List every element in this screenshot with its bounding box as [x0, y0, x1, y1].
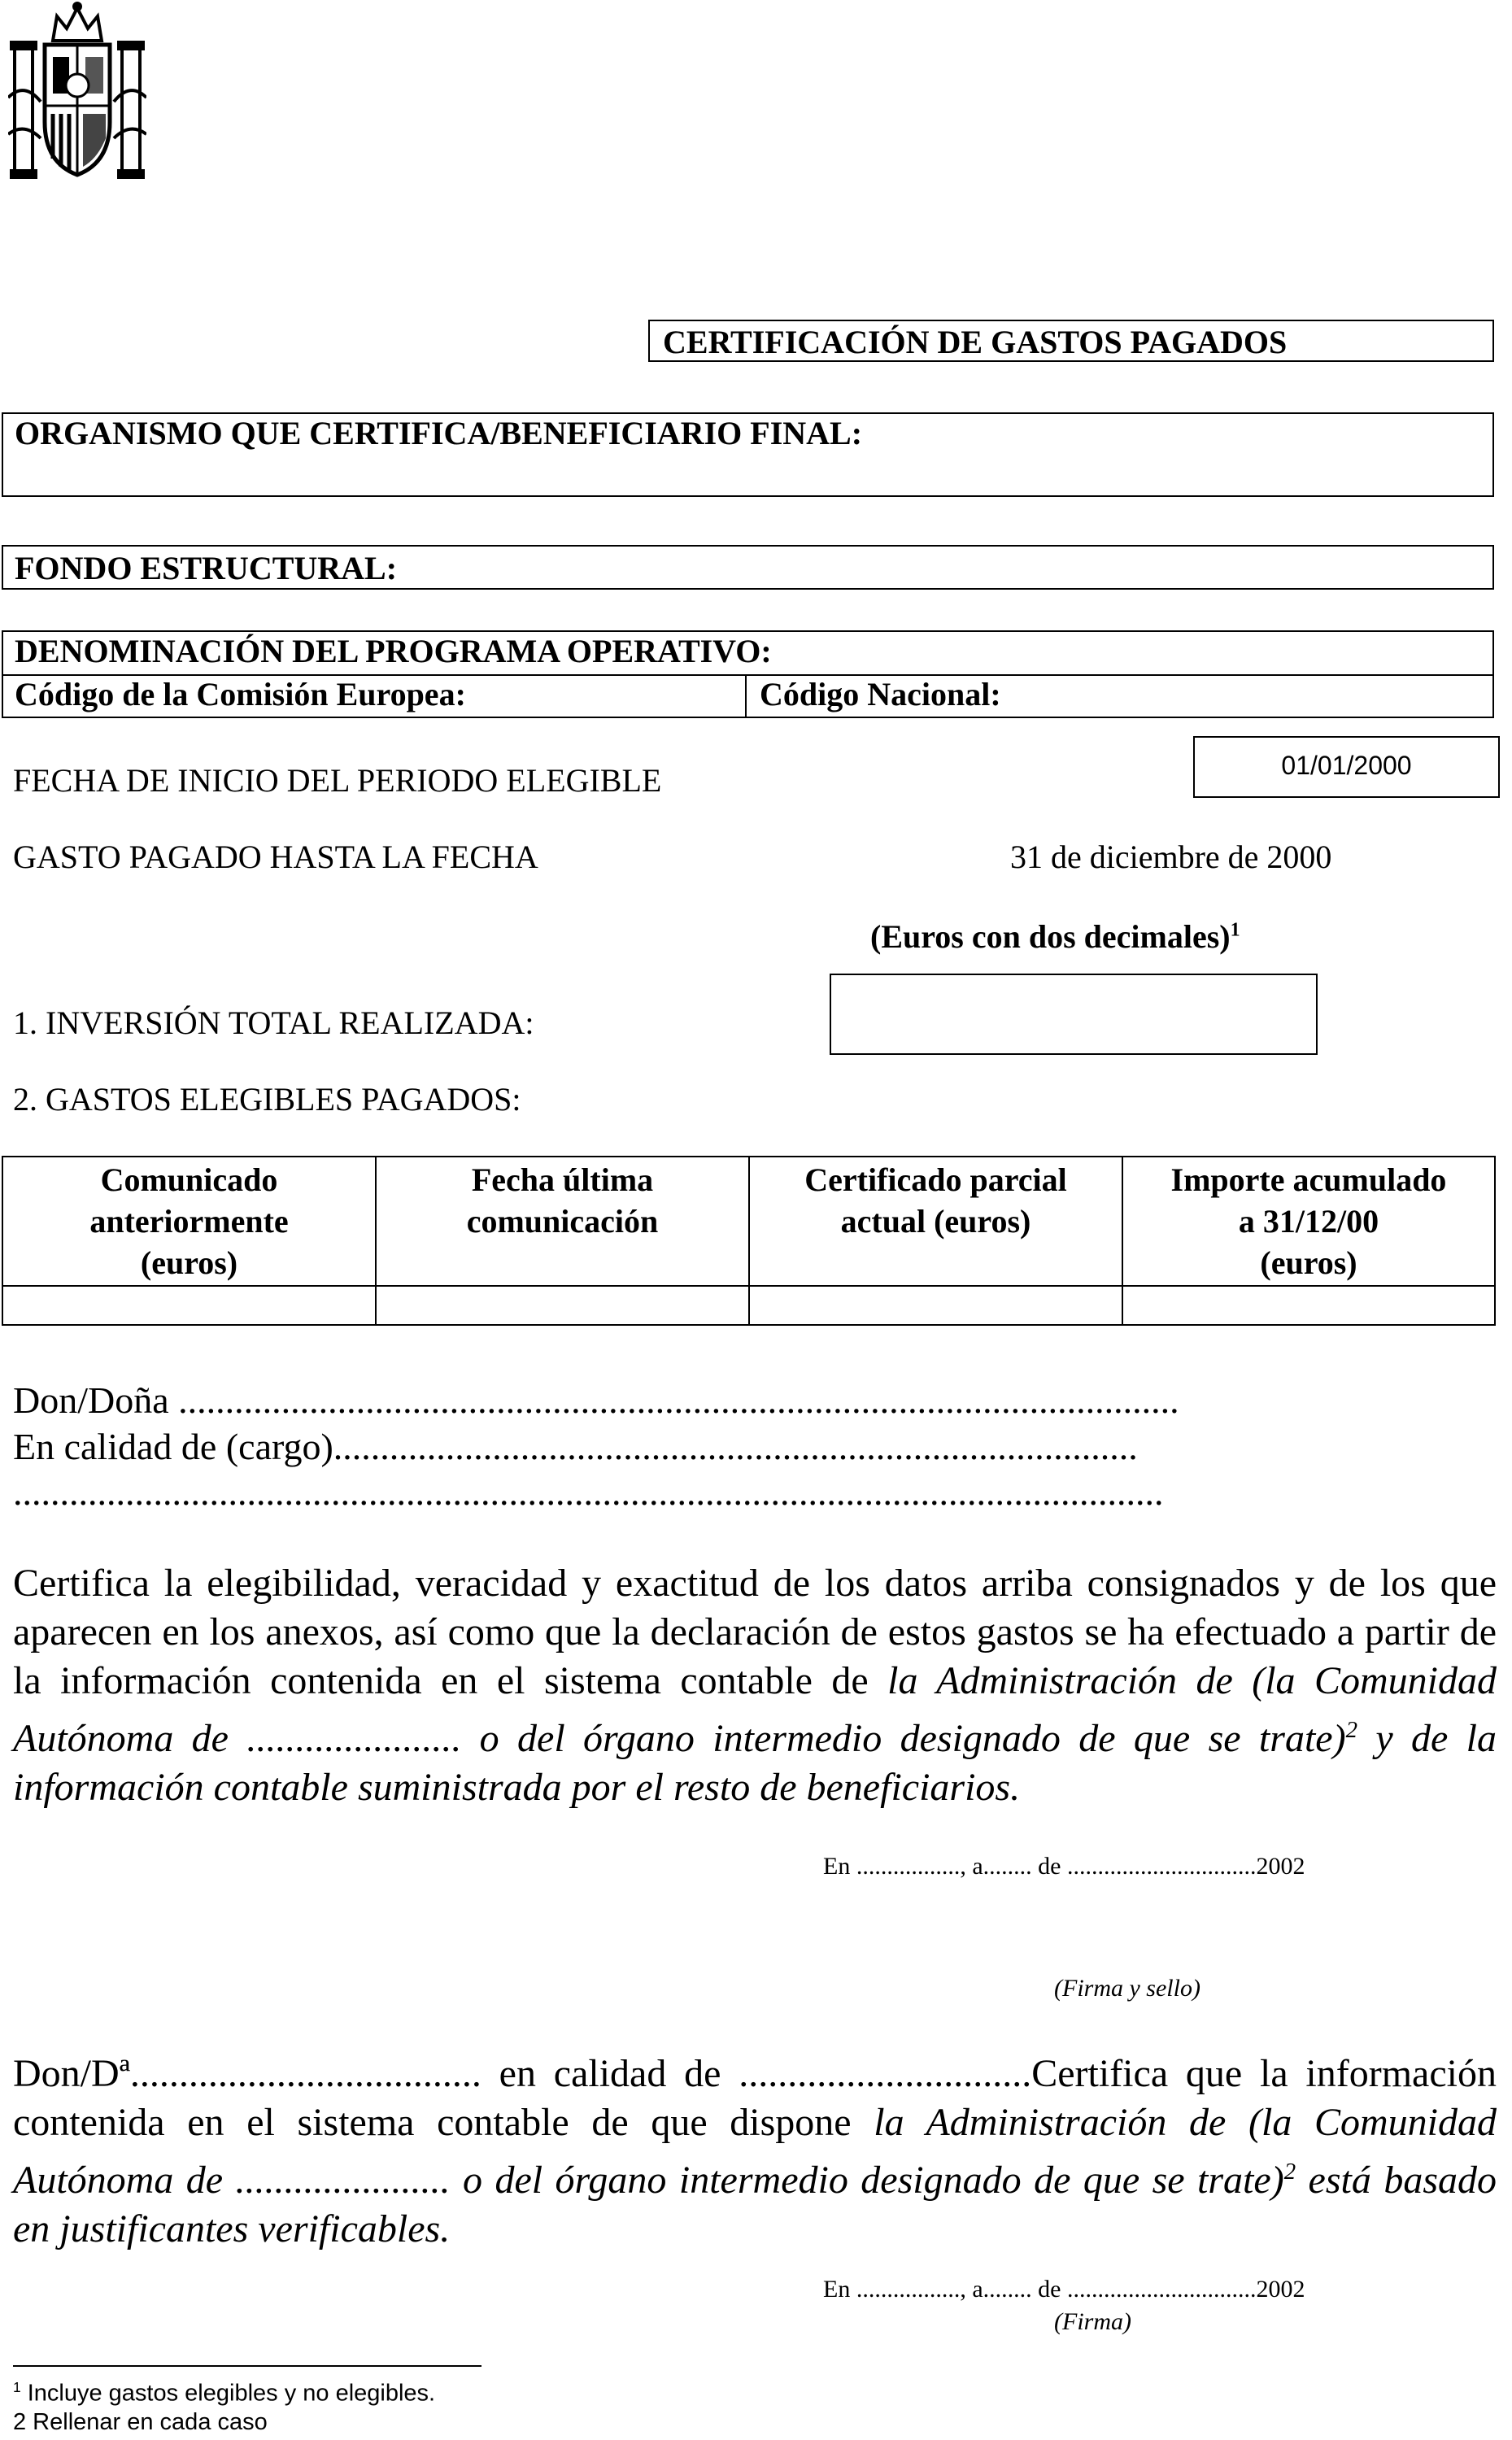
don-dona-line[interactable]: Don/Doña ........................................................................................................... [13, 1379, 1179, 1421]
codigo-ce-label: Código de la Comisión Europea: [15, 676, 466, 712]
place-date-line: En ................., a........ de ...............................2002 [823, 1853, 1305, 1880]
codigo-nacional-label: Código Nacional: [760, 676, 1001, 712]
footnote-2: 2 Rellenar en cada caso [13, 2409, 268, 2435]
extra-line[interactable]: ........................................................................................................................... [13, 1471, 1164, 1513]
table-cell-importe[interactable] [1122, 1286, 1495, 1325]
certifica-paragraph: Certifica la elegibilidad, veracidad y exactitud de los datos arriba consignados y de los que aparecen en los anexos, así como que la declaración de estos gastos se ha efectuado a partir de la información contenida en el sistema contable de la Administración de (la Comunidad Autónoma de ...................... o del órgano intermedio designado de que se trate)$^2$ y de la información contable suministrada por el resto de beneficiarios. [13, 1562, 1497, 1809]
organismo-field[interactable] [2, 412, 1494, 497]
euros-note: (Euros con dos decimales)$^1$ [870, 918, 1240, 955]
inversion-field[interactable] [830, 974, 1318, 1055]
fecha-inicio-field[interactable] [1193, 736, 1500, 798]
cargo-line[interactable]: En calidad de (cargo)...................................................................................... [13, 1426, 1138, 1467]
gastos-elegibles-label: 2. GASTOS ELEGIBLES PAGADOS: [13, 1081, 521, 1118]
programa-operativo-box [2, 630, 1494, 718]
fecha-inicio-label: FECHA DE INICIO DEL PERIODO ELEGIBLE [13, 762, 662, 799]
fondo-label: FONDO ESTRUCTURAL: [15, 550, 398, 586]
table-header-row [2, 1157, 1495, 1286]
table-header-importe: Importe acumulado a 31/12/00 (euros) [1122, 1157, 1495, 1286]
divider [745, 674, 747, 717]
gastos-table [2, 1156, 1496, 1326]
organismo-label: ORGANISMO QUE CERTIFICA/BENEFICIARIO FINAL: [15, 415, 863, 451]
table-cell-comunicado[interactable] [2, 1286, 376, 1325]
fondo-field[interactable] [2, 545, 1494, 590]
table-header-fecha: Fecha última comunicación [376, 1157, 749, 1286]
firma-label: (Firma) [1054, 2308, 1131, 2335]
page-title: CERTIFICACIÓN DE GASTOS PAGADOS [663, 324, 1288, 360]
certifica-verificables-paragraph: Don/Dª.................................... en calidad de ..............................Certifica que la información contenida en el sistema contable de que dispone la Administración de (la Comunidad Autónoma de ...................... o del órgano intermedio designado de que se trate)$^2$ está basado en justificantes verificables. [13, 2052, 1497, 2250]
table-cell-certificado[interactable] [749, 1286, 1122, 1325]
table-cell-fecha[interactable] [376, 1286, 749, 1325]
table-header-certificado: Certificado parcial actual (euros) [749, 1157, 1122, 1286]
gasto-pagado-label: GASTO PAGADO HASTA LA FECHA [13, 839, 538, 875]
gasto-pagado-fecha: 31 de diciembre de 2000 [1010, 839, 1332, 875]
footnote-divider [13, 2365, 481, 2367]
denominacion-label: DENOMINACIÓN DEL PROGRAMA OPERATIVO: [15, 633, 772, 669]
inversion-label: 1. INVERSIÓN TOTAL REALIZADA: [13, 1004, 534, 1041]
place-date-line-2: En ................., a........ de ...............................2002 [823, 2276, 1305, 2303]
fecha-inicio-value: 01/01/2000 [1281, 751, 1412, 780]
footnote-1: $^1$ Incluye gastos elegibles y no elegibles. [13, 2379, 436, 2407]
table-header-comunicado: Comunicado anteriormente (euros) [2, 1157, 376, 1286]
coat-of-arms-logo [8, 0, 146, 195]
table-row [2, 1286, 1495, 1325]
firma-sello-label: (Firma y sello) [1054, 1975, 1200, 2002]
title-box [648, 320, 1494, 362]
